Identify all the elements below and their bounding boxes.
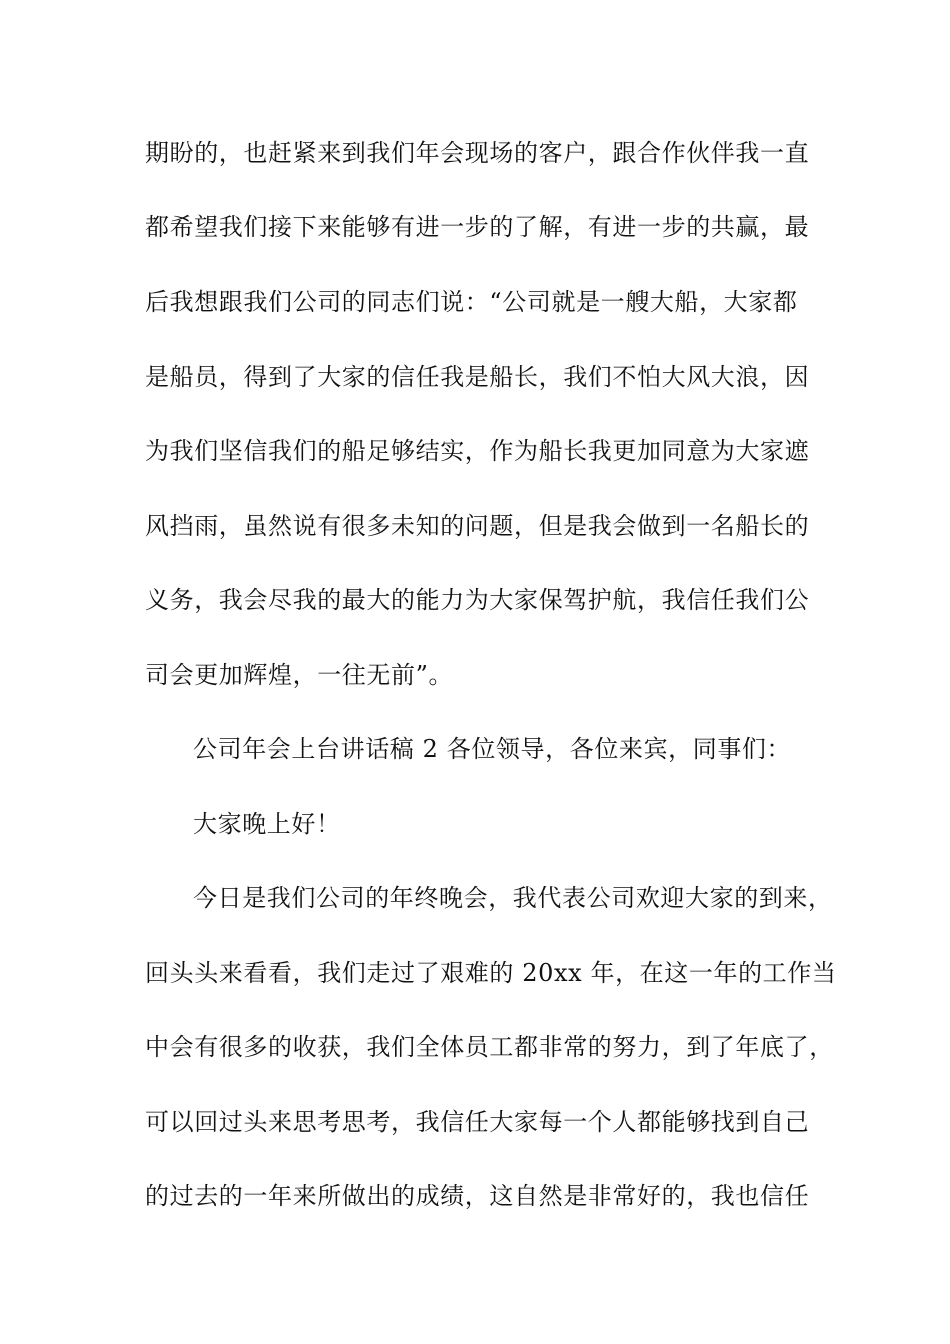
- paragraph-line: 为我们坚信我们的船足够结实，作为船长我更加同意为大家遮: [145, 437, 810, 465]
- paragraph-line: 回头头来看看，我们走过了艰难的 20xx 年，在这一年的工作当: [145, 959, 837, 987]
- paragraph-line: 风挡雨，虽然说有很多未知的问题，但是我会做到一名船长的: [145, 512, 810, 540]
- paragraph-line: 的过去的一年来所做出的成绩，这自然是非常好的，我也信任: [145, 1182, 810, 1210]
- greeting-line: 大家晚上好！: [193, 810, 341, 838]
- paragraph-line: 是船员，得到了大家的信任我是船长，我们不怕大风大浪，因: [145, 363, 810, 391]
- paragraph-line: 后我想跟我们公司的同志们说：“公司就是一艘大船，大家都: [145, 288, 798, 316]
- paragraph-line: 司会更加辉煌，一往无前”。: [145, 661, 454, 689]
- paragraph-line: 今日是我们公司的年终晚会，我代表公司欢迎大家的到来，: [193, 884, 833, 912]
- paragraph-line: 都希望我们接下来能够有进一步的了解，有进一步的共赢，最: [145, 213, 810, 241]
- speech-title-line: 公司年会上台讲话稿 2 各位领导，各位来宾，同事们：: [193, 735, 792, 763]
- paragraph-line: 期盼的，也赶紧来到我们年会现场的客户，跟合作伙伴我一直: [145, 139, 810, 167]
- paragraph-line: 中会有很多的收获，我们全体员工都非常的努力，到了年底了，: [145, 1033, 834, 1061]
- paragraph-line: 可以回过头来思考思考，我信任大家每一个人都能够找到自己: [145, 1108, 810, 1136]
- paragraph-line: 义务，我会尽我的最大的能力为大家保驾护航，我信任我们公: [145, 586, 810, 614]
